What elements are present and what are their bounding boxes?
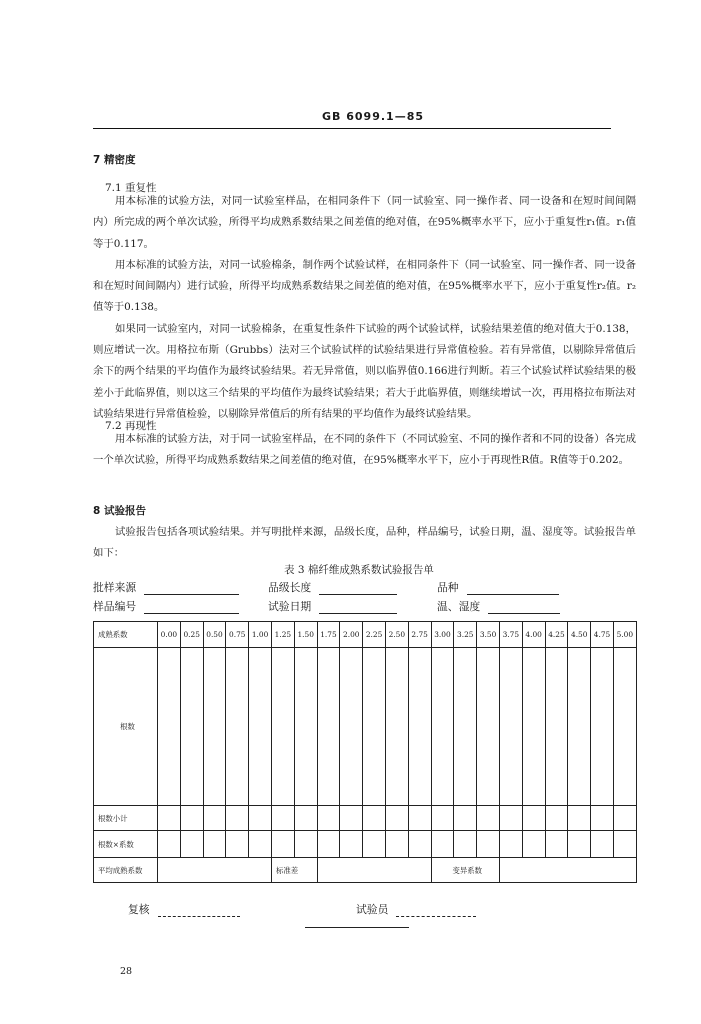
fiber-count-row-label: 根数 <box>94 648 158 806</box>
coef-cell: 2.00 <box>340 622 363 648</box>
coef-cell: 4.25 <box>545 622 568 648</box>
coef-cell: 4.75 <box>591 622 614 648</box>
avg-coef-value <box>158 858 272 883</box>
review-label: 复核 <box>128 903 150 916</box>
review-signature-field <box>128 902 240 917</box>
coef-cell: 1.00 <box>249 622 272 648</box>
coef-cell: 2.50 <box>385 622 408 648</box>
section-8-title: 8 试验报告 <box>93 505 146 517</box>
coef-cell: 1.75 <box>317 622 340 648</box>
paragraph-reproducibility: 用本标准的试验方法，对于同一试验室样品，在不同的条件下（不同试验室、不同的操作者和不同的设备）各完成一个单次试验，所得平均成熟系数结果之间差值的绝对值，在95%概率水平下，应小于再现性R值。R值等于0.202。 <box>93 433 636 467</box>
count-subtotal-row <box>94 806 637 831</box>
grade-length-label: 品级长度 <box>268 581 312 594</box>
maturity-report-table <box>93 621 637 883</box>
coef-cell: 0.00 <box>158 622 181 648</box>
coef-cell: 2.25 <box>363 622 386 648</box>
variety-field <box>437 580 559 595</box>
paragraph-grubbs-test: 如果同一试验室内，对同一试验棉条，在重复性条件下试验的两个试验试样，试验结果差值的绝对值大于0.138，则应增试一次。用格拉布斯（Grubbs）法对三个试验试样的试验结果进行异常值检验。若有异常值，以剔除异常值后余下的两个结果的平均值作为最终试验结果。若无异常值，则以临界值0.166进行判断。若三个试验试样试验结果的极差小于此临界值，则以这三个结果的平均值作为最终试验结果；若大于此临界值，则继续增试一次，再用格拉布斯法对试验结果进行异常值检验，以剔除异常值后的所有结果的平均值作为最终试验结果。 <box>93 322 636 420</box>
coef-cell: 0.50 <box>203 622 226 648</box>
cv-label: 变异系数 <box>431 858 499 883</box>
coef-cell: 2.75 <box>408 622 431 648</box>
section-7-2-body <box>93 429 636 472</box>
coefficient-header-row <box>94 622 637 648</box>
batch-source-blank <box>144 581 239 595</box>
count-times-coef-label: 根数×系数 <box>94 831 158 858</box>
coef-cell: 3.25 <box>454 622 477 648</box>
coef-cell: 4.50 <box>568 622 591 648</box>
avg-coef-label: 平均成熟系数 <box>94 858 158 883</box>
coef-cell: 3.00 <box>431 622 454 648</box>
coef-cell: 3.75 <box>499 622 522 648</box>
std-dev-label: 标准差 <box>271 858 317 883</box>
section-7-1-title: 7.1 重复性 <box>105 182 157 194</box>
header-rule <box>93 128 611 129</box>
grade-length-blank <box>319 581 397 595</box>
variety-label: 品种 <box>437 581 459 594</box>
temp-humidity-blank <box>488 600 560 614</box>
test-date-blank <box>319 600 397 614</box>
table-3-caption: 表 3 棉纤维成熟系数试验报告单 <box>284 564 434 576</box>
paragraph-report-contents: 试验报告包括各项试验结果。并写明批样来源，品级长度，品种，样品编号，试验日期，温、湿度等。试验报告单如下： <box>93 526 636 560</box>
coef-cell: 1.25 <box>271 622 294 648</box>
paragraph-repeatability-r1: 用本标准的试验方法，对同一试验室样品，在相同条件下（同一试验室、同一操作者、同一设备和在短时间间隔内）所完成的两个单次试验，所得平均成熟系数结果之间差值的绝对值，在95%概率水平下，应小于重复性r₁值。r₁值等于0.117。 <box>93 195 636 250</box>
tester-signature-field <box>356 902 476 917</box>
coef-cell: 5.00 <box>613 622 636 648</box>
paragraph-repeatability-r2: 用本标准的试验方法，对同一试验棉条，制作两个试验试样，在相同条件下（同一试验室、同一操作者、同一设备和在短时间间隔内）进行试验，所得平均成熟系数结果之间差值的绝对值，在95%概率水平下，应小于重复性r₂值。r₂值等于0.138。 <box>93 258 636 314</box>
review-blank <box>158 903 240 917</box>
section-7-2-title: 7.2 再现性 <box>105 420 157 432</box>
std-dev-value <box>317 858 431 883</box>
tester-blank <box>396 903 476 917</box>
section-8-body <box>93 522 636 565</box>
batch-source-label: 批样来源 <box>93 581 137 594</box>
temp-humidity-field <box>437 599 560 614</box>
sample-no-label: 样品编号 <box>93 600 137 613</box>
variety-blank <box>467 581 559 595</box>
batch-source-field <box>93 580 239 595</box>
coef-cell: 0.25 <box>180 622 203 648</box>
coef-cell: 0.75 <box>226 622 249 648</box>
tester-label: 试验员 <box>356 903 389 916</box>
sample-no-field <box>93 599 239 614</box>
coef-cell: 1.50 <box>294 622 317 648</box>
sample-no-blank <box>144 600 239 614</box>
section-7-title: 7 精密度 <box>93 154 136 166</box>
footer-rule <box>305 927 409 928</box>
temp-humidity-label: 温、湿度 <box>437 600 481 613</box>
cv-value <box>499 858 636 883</box>
coefficient-row-label: 成熟系数 <box>94 622 158 648</box>
summary-row <box>94 858 637 883</box>
standard-number: GB 6099.1—85 <box>322 110 424 123</box>
test-date-field <box>268 599 397 614</box>
coef-cell: 4.00 <box>522 622 545 648</box>
page-number: 28 <box>120 966 133 977</box>
section-7-1-body <box>93 191 636 425</box>
count-times-coef-row <box>94 831 637 858</box>
grade-length-field <box>268 580 397 595</box>
count-subtotal-label: 根数小计 <box>94 806 158 831</box>
test-date-label: 试验日期 <box>268 600 312 613</box>
fiber-count-row <box>94 648 637 806</box>
coef-cell: 3.50 <box>477 622 500 648</box>
